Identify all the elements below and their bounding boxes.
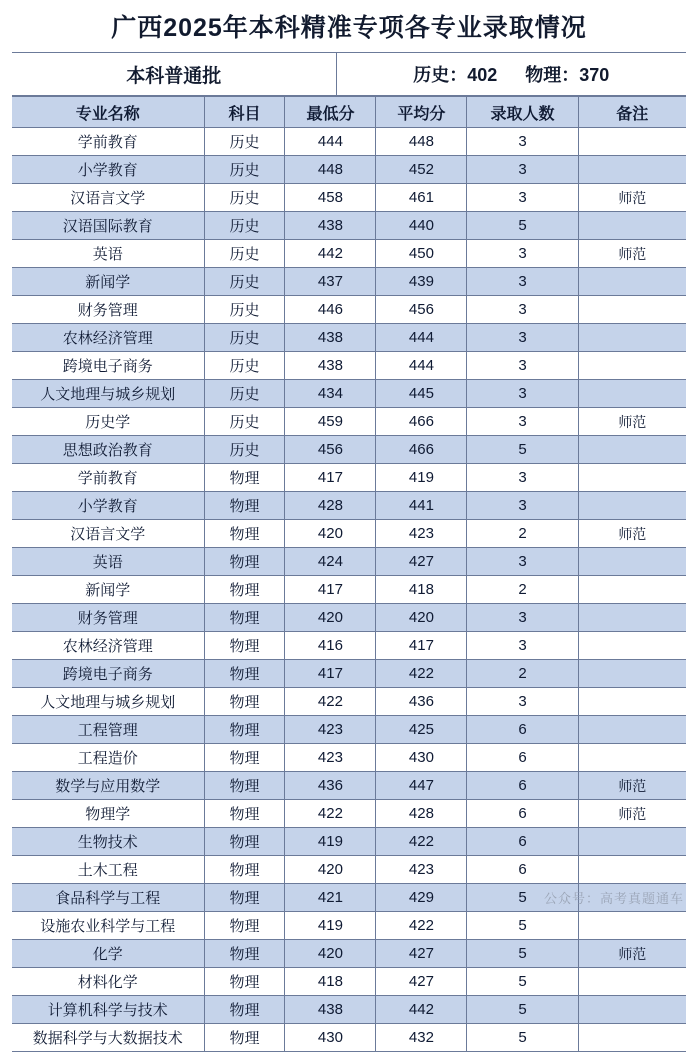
cell-avg-score: 422: [376, 828, 467, 856]
cell-avg-score: 440: [376, 212, 467, 240]
cell-avg-score: 444: [376, 352, 467, 380]
cell-note: [578, 604, 686, 632]
cell-subject: 历史: [204, 324, 285, 352]
cell-avg-score: 420: [376, 604, 467, 632]
cell-subject: 历史: [204, 352, 285, 380]
cell-major: 农林经济管理: [12, 632, 204, 660]
cell-avg-score: 436: [376, 688, 467, 716]
cell-min-score: 416: [285, 632, 376, 660]
cell-note: [578, 324, 686, 352]
cell-major: 工程造价: [12, 744, 204, 772]
cell-subject: 历史: [204, 296, 285, 324]
table-row: [12, 912, 686, 940]
table-row: [12, 408, 686, 436]
table-row: [12, 884, 686, 912]
cell-subject: 历史: [204, 408, 285, 436]
cell-admitted-count: 3: [467, 604, 578, 632]
cell-major: 计算机科学与技术: [12, 996, 204, 1024]
cell-note: [578, 380, 686, 408]
cell-min-score: 456: [285, 436, 376, 464]
cell-min-score: 442: [285, 240, 376, 268]
cell-admitted-count: 5: [467, 940, 578, 968]
cell-note: [578, 352, 686, 380]
cell-admitted-count: 2: [467, 520, 578, 548]
table-row: [12, 156, 686, 184]
cell-major: 新闻学: [12, 576, 204, 604]
cell-major: 新闻学: [12, 268, 204, 296]
cell-note: [578, 296, 686, 324]
cell-min-score: 428: [285, 492, 376, 520]
score-line-group: [336, 53, 686, 95]
table-row: [12, 716, 686, 744]
table-row: [12, 744, 686, 772]
cell-subject: 物理: [204, 464, 285, 492]
cell-avg-score: 441: [376, 492, 467, 520]
column-header-note: 备注: [578, 97, 686, 128]
table-row: [12, 296, 686, 324]
cell-major: 人文地理与城乡规划: [12, 688, 204, 716]
cell-admitted-count: 5: [467, 884, 578, 912]
score-line-history-label: 历史：: [413, 65, 468, 85]
column-header-avg-score: 平均分: [376, 97, 467, 128]
cell-admitted-count: 3: [467, 492, 578, 520]
cell-note: 师范: [578, 772, 686, 800]
cell-min-score: 438: [285, 324, 376, 352]
cell-min-score: 420: [285, 856, 376, 884]
cell-major: 食品科学与工程: [12, 884, 204, 912]
cell-subject: 物理: [204, 856, 285, 884]
cell-avg-score: 456: [376, 296, 467, 324]
document-title-bar: [12, 0, 686, 53]
cell-avg-score: 422: [376, 660, 467, 688]
cell-avg-score: 417: [376, 632, 467, 660]
cell-note: 师范: [578, 408, 686, 436]
cell-admitted-count: 5: [467, 212, 578, 240]
cell-min-score: 419: [285, 828, 376, 856]
cell-avg-score: 461: [376, 184, 467, 212]
cell-admitted-count: 6: [467, 828, 578, 856]
table-row: [12, 464, 686, 492]
cell-major: 跨境电子商务: [12, 352, 204, 380]
cell-admitted-count: 5: [467, 968, 578, 996]
cell-subject: 物理: [204, 828, 285, 856]
cell-min-score: 421: [285, 884, 376, 912]
cell-note: [578, 660, 686, 688]
cell-admitted-count: 6: [467, 800, 578, 828]
cell-min-score: 419: [285, 912, 376, 940]
column-header-min-score: 最低分: [285, 97, 376, 128]
table-row: [12, 380, 686, 408]
table-row: [12, 856, 686, 884]
cell-admitted-count: 6: [467, 744, 578, 772]
cell-admitted-count: 3: [467, 296, 578, 324]
cell-admitted-count: 6: [467, 716, 578, 744]
cell-major: 财务管理: [12, 604, 204, 632]
cell-min-score: 434: [285, 380, 376, 408]
table-row: [12, 940, 686, 968]
cell-subject: 历史: [204, 436, 285, 464]
cell-note: [578, 576, 686, 604]
table-row: [12, 828, 686, 856]
cell-min-score: 424: [285, 548, 376, 576]
table-row: [12, 996, 686, 1024]
cell-major: 物理学: [12, 800, 204, 828]
cell-avg-score: 422: [376, 912, 467, 940]
cell-avg-score: 429: [376, 884, 467, 912]
cell-note: 师范: [578, 940, 686, 968]
table-row: [12, 268, 686, 296]
cell-subject: 历史: [204, 240, 285, 268]
cell-subject: 物理: [204, 688, 285, 716]
cell-note: [578, 828, 686, 856]
table-row: [12, 660, 686, 688]
cell-avg-score: 425: [376, 716, 467, 744]
cell-subject: 历史: [204, 212, 285, 240]
score-line-physics-label: 物理：: [525, 65, 580, 85]
table-row: [12, 772, 686, 800]
cell-major: 化学: [12, 940, 204, 968]
cell-admitted-count: 3: [467, 380, 578, 408]
cell-min-score: 417: [285, 660, 376, 688]
cell-admitted-count: 5: [467, 1024, 578, 1052]
table-row: [12, 576, 686, 604]
cell-note: [578, 688, 686, 716]
cell-major: 数据科学与大数据技术: [12, 1024, 204, 1052]
table-row: [12, 688, 686, 716]
cell-major: 工程管理: [12, 716, 204, 744]
table-row: [12, 128, 686, 156]
cell-avg-score: 450: [376, 240, 467, 268]
cell-note: [578, 1024, 686, 1052]
cell-major: 历史学: [12, 408, 204, 436]
watermark-text: 公众号：高考真题通车: [543, 891, 684, 906]
cell-avg-score: 432: [376, 1024, 467, 1052]
cell-note: [578, 912, 686, 940]
cell-admitted-count: 2: [467, 660, 578, 688]
cell-note: [578, 128, 686, 156]
cell-min-score: 458: [285, 184, 376, 212]
score-line-history-value: 402: [467, 65, 498, 85]
cell-note: [578, 884, 686, 912]
cell-subject: 物理: [204, 660, 285, 688]
cell-note: [578, 632, 686, 660]
cell-note: [578, 268, 686, 296]
cell-note: 师范: [578, 800, 686, 828]
cell-admitted-count: 3: [467, 352, 578, 380]
cell-avg-score: 418: [376, 576, 467, 604]
cell-avg-score: 466: [376, 436, 467, 464]
cell-min-score: 418: [285, 968, 376, 996]
cell-subject: 物理: [204, 576, 285, 604]
cell-avg-score: 427: [376, 940, 467, 968]
cell-subject: 物理: [204, 744, 285, 772]
cell-avg-score: 439: [376, 268, 467, 296]
cell-major: 学前教育: [12, 464, 204, 492]
cell-avg-score: 423: [376, 520, 467, 548]
cell-avg-score: 466: [376, 408, 467, 436]
cell-avg-score: 445: [376, 380, 467, 408]
cell-note: 师范: [578, 240, 686, 268]
cell-subject: 物理: [204, 604, 285, 632]
column-header-subject: 科目: [204, 97, 285, 128]
cell-avg-score: 419: [376, 464, 467, 492]
cell-avg-score: 430: [376, 744, 467, 772]
cell-admitted-count: 5: [467, 912, 578, 940]
table-row: [12, 492, 686, 520]
cell-avg-score: 427: [376, 968, 467, 996]
table-row: [12, 436, 686, 464]
cell-note: [578, 856, 686, 884]
cell-admitted-count: 3: [467, 128, 578, 156]
table-row: [12, 324, 686, 352]
cell-min-score: 430: [285, 1024, 376, 1052]
cell-major: 汉语言文学: [12, 520, 204, 548]
cell-subject: 物理: [204, 548, 285, 576]
cell-admitted-count: 3: [467, 408, 578, 436]
cell-admitted-count: 3: [467, 268, 578, 296]
cell-admitted-count: 3: [467, 632, 578, 660]
cell-min-score: 436: [285, 772, 376, 800]
cell-avg-score: 428: [376, 800, 467, 828]
cell-subject: 物理: [204, 772, 285, 800]
table-row: [12, 1024, 686, 1052]
cell-note: [578, 968, 686, 996]
cell-major: 学前教育: [12, 128, 204, 156]
cell-note: [578, 548, 686, 576]
table-body: [12, 128, 686, 1052]
cell-admitted-count: 3: [467, 324, 578, 352]
cell-subject: 物理: [204, 716, 285, 744]
cell-min-score: 417: [285, 576, 376, 604]
cell-major: 小学教育: [12, 492, 204, 520]
cell-admitted-count: 5: [467, 436, 578, 464]
admission-table: [12, 96, 686, 1052]
cell-major: 设施农业科学与工程: [12, 912, 204, 940]
table-row: [12, 548, 686, 576]
cell-admitted-count: 3: [467, 240, 578, 268]
cell-avg-score: 427: [376, 548, 467, 576]
cell-min-score: 420: [285, 940, 376, 968]
table-row: [12, 632, 686, 660]
cell-min-score: 417: [285, 464, 376, 492]
score-line-history: [413, 61, 497, 87]
cell-admitted-count: 3: [467, 548, 578, 576]
cell-subject: 物理: [204, 996, 285, 1024]
cell-min-score: 446: [285, 296, 376, 324]
cell-subject: 物理: [204, 940, 285, 968]
column-header-admitted-count: 录取人数: [467, 97, 578, 128]
table-header-row: [12, 97, 686, 128]
cell-min-score: 438: [285, 352, 376, 380]
batch-label: 本科普通批: [126, 65, 222, 87]
cell-major: 英语: [12, 548, 204, 576]
cell-min-score: 422: [285, 800, 376, 828]
cell-major: 生物技术: [12, 828, 204, 856]
cell-admitted-count: 3: [467, 156, 578, 184]
cell-major: 财务管理: [12, 296, 204, 324]
cell-min-score: 420: [285, 604, 376, 632]
cell-admitted-count: 3: [467, 184, 578, 212]
cell-note: [578, 716, 686, 744]
cell-admitted-count: 5: [467, 996, 578, 1024]
table-row: [12, 604, 686, 632]
cell-min-score: 423: [285, 716, 376, 744]
cell-subject: 历史: [204, 184, 285, 212]
cell-subject: 物理: [204, 1024, 285, 1052]
cell-major: 汉语国际教育: [12, 212, 204, 240]
cell-note: 师范: [578, 184, 686, 212]
cell-min-score: 422: [285, 688, 376, 716]
cell-min-score: 438: [285, 996, 376, 1024]
cell-major: 思想政治教育: [12, 436, 204, 464]
cell-note: [578, 156, 686, 184]
table-row: [12, 520, 686, 548]
cell-major: 材料化学: [12, 968, 204, 996]
subheader-row: [12, 53, 686, 96]
cell-avg-score: 442: [376, 996, 467, 1024]
score-line-physics-value: 370: [579, 65, 610, 85]
cell-admitted-count: 6: [467, 772, 578, 800]
cell-note: 师范: [578, 520, 686, 548]
cell-admitted-count: 2: [467, 576, 578, 604]
cell-subject: 物理: [204, 492, 285, 520]
cell-admitted-count: 3: [467, 688, 578, 716]
cell-subject: 物理: [204, 800, 285, 828]
cell-admitted-count: 3: [467, 464, 578, 492]
cell-note: [578, 492, 686, 520]
cell-major: 英语: [12, 240, 204, 268]
table-row: [12, 800, 686, 828]
column-header-major: 专业名称: [12, 97, 204, 128]
cell-major: 农林经济管理: [12, 324, 204, 352]
cell-note: [578, 464, 686, 492]
cell-note: [578, 212, 686, 240]
page-title: 广西2025年本科精准专项各专业录取情况: [111, 14, 587, 42]
cell-min-score: 459: [285, 408, 376, 436]
cell-avg-score: 423: [376, 856, 467, 884]
cell-min-score: 444: [285, 128, 376, 156]
table-row: [12, 212, 686, 240]
cell-min-score: 420: [285, 520, 376, 548]
cell-min-score: 438: [285, 212, 376, 240]
cell-subject: 历史: [204, 156, 285, 184]
cell-admitted-count: 6: [467, 856, 578, 884]
cell-avg-score: 452: [376, 156, 467, 184]
cell-subject: 历史: [204, 380, 285, 408]
table-row: [12, 352, 686, 380]
table-row: [12, 240, 686, 268]
cell-subject: 物理: [204, 632, 285, 660]
cell-major: 小学教育: [12, 156, 204, 184]
cell-note: [578, 744, 686, 772]
table-row: [12, 968, 686, 996]
cell-min-score: 423: [285, 744, 376, 772]
score-line-physics: [525, 61, 609, 87]
cell-avg-score: 447: [376, 772, 467, 800]
cell-subject: 物理: [204, 520, 285, 548]
cell-major: 土木工程: [12, 856, 204, 884]
cell-subject: 物理: [204, 912, 285, 940]
cell-major: 数学与应用数学: [12, 772, 204, 800]
cell-avg-score: 448: [376, 128, 467, 156]
cell-subject: 物理: [204, 884, 285, 912]
cell-subject: 历史: [204, 128, 285, 156]
cell-avg-score: 444: [376, 324, 467, 352]
cell-major: 跨境电子商务: [12, 660, 204, 688]
cell-subject: 历史: [204, 268, 285, 296]
cell-note: [578, 996, 686, 1024]
cell-min-score: 437: [285, 268, 376, 296]
table-row: [12, 184, 686, 212]
cell-major: 汉语言文学: [12, 184, 204, 212]
cell-subject: 物理: [204, 968, 285, 996]
cell-major: 人文地理与城乡规划: [12, 380, 204, 408]
cell-note: [578, 436, 686, 464]
cell-min-score: 448: [285, 156, 376, 184]
